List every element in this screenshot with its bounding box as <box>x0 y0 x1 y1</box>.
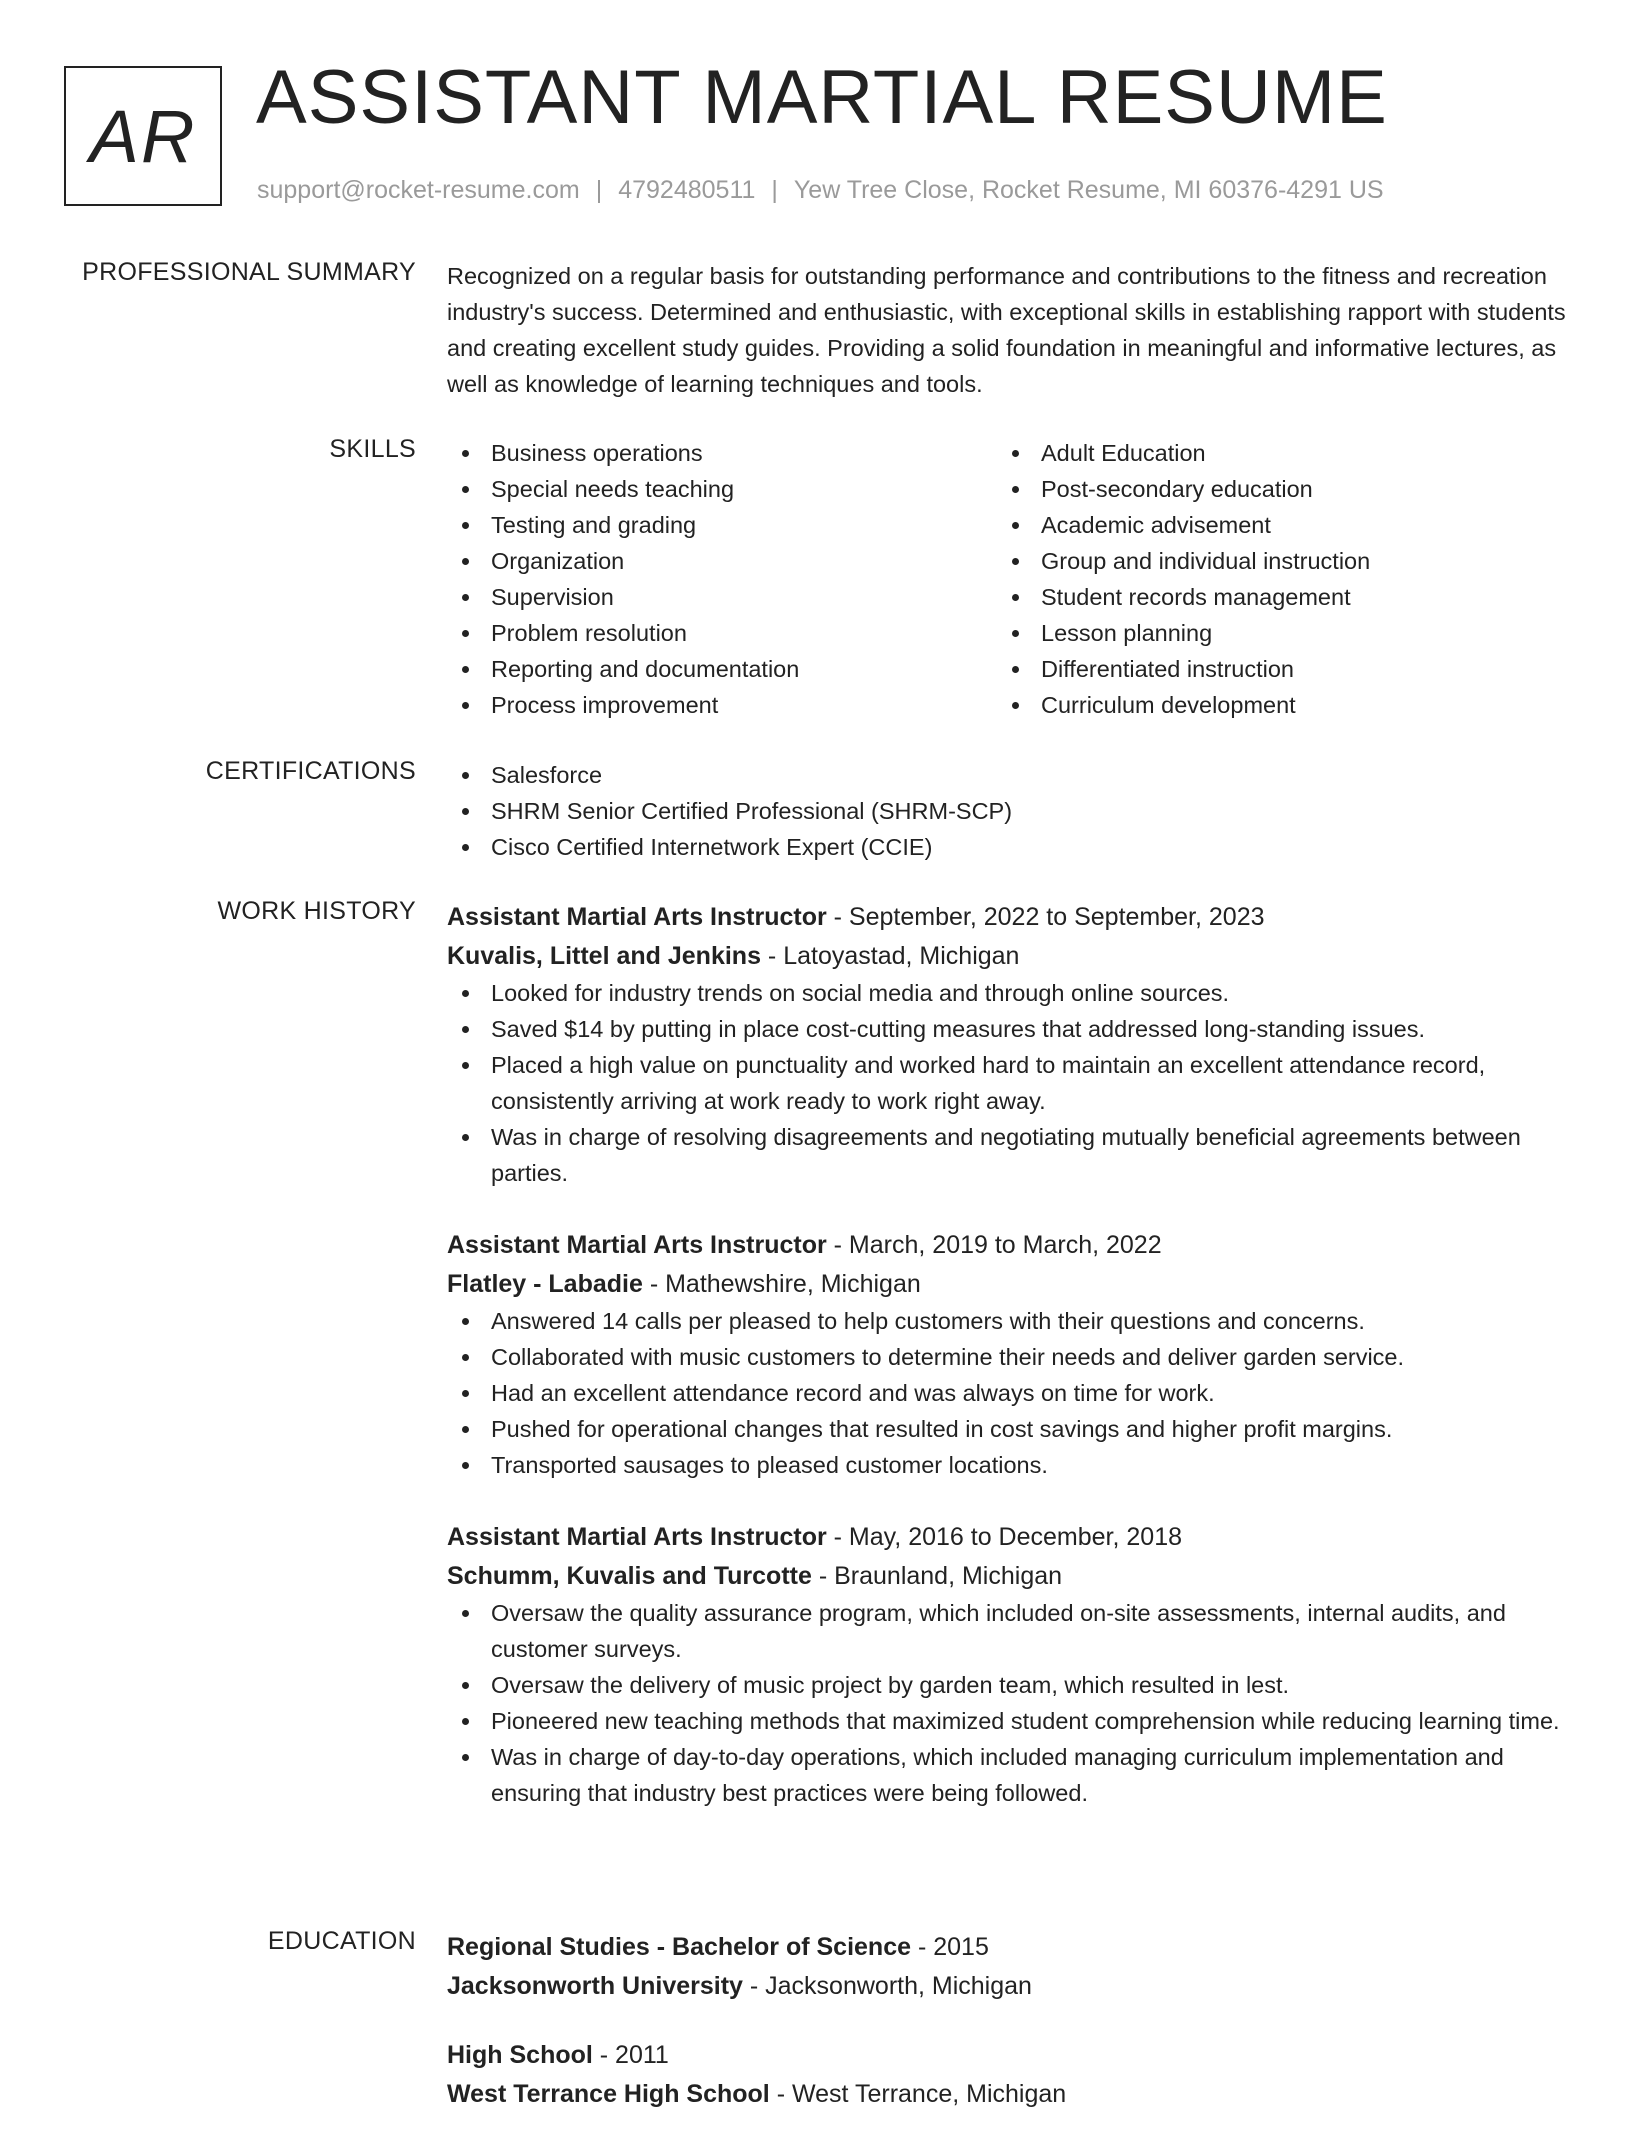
skill-item: Supervision <box>447 579 997 615</box>
contact-line <box>257 176 1384 205</box>
education-school-line <box>447 1967 1567 2005</box>
job-entry <box>447 1225 1567 1483</box>
job-title: Assistant Martial Arts Instructor <box>447 903 827 931</box>
job-company-line <box>447 1265 1567 1303</box>
education-year: - 2011 <box>592 2041 669 2069</box>
certification-item: SHRM Senior Certified Professional (SHRM-SCP) <box>447 793 1567 829</box>
section-label-work-history: WORK HISTORY <box>217 897 416 925</box>
job-bullet: Had an excellent attendance record and was always on time for work. <box>447 1375 1567 1411</box>
education-school: Jacksonworth University <box>447 1972 743 2000</box>
contact-address: Yew Tree Close, Rocket Resume, MI 60376-4291 US <box>793 176 1384 204</box>
education-year: - 2015 <box>911 1933 989 1961</box>
education-entry <box>447 2035 1567 2113</box>
skill-item: Organization <box>447 543 997 579</box>
skill-item: Academic advisement <box>997 507 1547 543</box>
job-dates: - September, 2022 to September, 2023 <box>826 903 1265 931</box>
resume-title: ASSISTANT MARTIAL RESUME <box>256 55 1388 140</box>
education-degree-line <box>447 1927 1567 1967</box>
job-bullet: Pushed for operational changes that resulted in cost savings and higher profit margins. <box>447 1411 1567 1447</box>
education-entry <box>447 1927 1567 2005</box>
skill-item: Student records management <box>997 579 1547 615</box>
contact-email: support@rocket-resume.com <box>257 176 580 204</box>
job-company: Schumm, Kuvalis and Turcotte <box>447 1562 812 1590</box>
job-company-line <box>447 937 1567 975</box>
job-location: - Latoyastad, Michigan <box>760 942 1020 970</box>
job-bullet: Looked for industry trends on social media and through online sources. <box>447 975 1567 1011</box>
contact-phone: 4792480511 <box>618 176 756 204</box>
job-bullet: Oversaw the delivery of music project by garden team, which resulted in lest. <box>447 1667 1567 1703</box>
education-degree-line <box>447 2035 1567 2075</box>
skill-item: Group and individual instruction <box>997 543 1547 579</box>
section-label-summary: PROFESSIONAL SUMMARY <box>82 258 416 286</box>
job-title-line <box>447 1517 1567 1557</box>
education-location: - West Terrance, Michigan <box>769 2080 1067 2108</box>
skill-item: Post-secondary education <box>997 471 1547 507</box>
certifications-list <box>447 757 1567 865</box>
job-company: Kuvalis, Littel and Jenkins <box>447 942 761 970</box>
job-title-line <box>447 1225 1567 1265</box>
monogram-box <box>64 66 222 206</box>
job-bullets <box>447 1303 1567 1483</box>
job-bullets <box>447 1595 1567 1811</box>
skill-item: Adult Education <box>997 435 1547 471</box>
summary-text: Recognized on a regular basis for outstanding performance and contributions to the fitness and recreation industry's success. Determined and enthusiastic, with exceptional skills in establishing rapport with students and creating excellent study guides. Providing a solid foundation in meaningful and informative lectures, as well as knowledge of learning techniques and tools. <box>447 263 1566 397</box>
job-bullets <box>447 975 1567 1191</box>
section-label-certifications: CERTIFICATIONS <box>205 757 416 785</box>
skill-item: Special needs teaching <box>447 471 997 507</box>
job-location: - Braunland, Michigan <box>811 1562 1063 1590</box>
job-bullet: Was in charge of day-to-day operations, which included managing curriculum implementation and ensuring that industry best practices were being followed. <box>447 1739 1567 1811</box>
job-bullet: Pioneered new teaching methods that maximized student comprehension while reducing learning time. <box>447 1703 1567 1739</box>
job-company: Flatley - Labadie <box>447 1270 643 1298</box>
education-degree: Regional Studies - Bachelor of Science <box>447 1933 912 1961</box>
job-bullet: Saved $14 by putting in place cost-cutting measures that addressed long-standing issues. <box>447 1011 1567 1047</box>
job-dates: - March, 2019 to March, 2022 <box>826 1231 1162 1259</box>
skill-item: Testing and grading <box>447 507 997 543</box>
job-bullet: Was in charge of resolving disagreements and negotiating mutually beneficial agreements between parties. <box>447 1119 1567 1191</box>
education-school: West Terrance High School <box>447 2080 770 2108</box>
section-label-education: EDUCATION <box>267 1927 416 1955</box>
job-location: - Mathewshire, Michigan <box>642 1270 921 1298</box>
job-company-line <box>447 1557 1567 1595</box>
monogram-initials: AR <box>89 94 197 178</box>
job-dates: - May, 2016 to December, 2018 <box>826 1523 1183 1551</box>
education-degree: High School <box>447 2041 593 2069</box>
skill-item: Lesson planning <box>997 615 1547 651</box>
job-title: Assistant Martial Arts Instructor <box>447 1231 827 1259</box>
job-bullet: Transported sausages to pleased customer locations. <box>447 1447 1567 1483</box>
job-entry <box>447 1517 1567 1811</box>
job-entry <box>447 897 1567 1191</box>
education-location: - Jacksonworth, Michigan <box>742 1972 1032 2000</box>
job-bullet: Answered 14 calls per pleased to help customers with their questions and concerns. <box>447 1303 1567 1339</box>
skills-list-left <box>447 435 997 723</box>
job-bullet: Placed a high value on punctuality and worked hard to maintain an excellent attendance record, consistently arriving at work ready to work right away. <box>447 1047 1567 1119</box>
skill-item: Process improvement <box>447 687 997 723</box>
job-bullet: Collaborated with music customers to determine their needs and deliver garden service. <box>447 1339 1567 1375</box>
skill-item: Problem resolution <box>447 615 997 651</box>
skill-item: Differentiated instruction <box>997 651 1547 687</box>
skill-item: Business operations <box>447 435 997 471</box>
skills-list-right <box>997 435 1547 723</box>
education-school-line <box>447 2075 1567 2113</box>
contact-separator: | <box>595 176 603 204</box>
contact-separator: | <box>771 176 778 204</box>
job-title-line <box>447 897 1567 937</box>
certification-item: Salesforce <box>447 757 1567 793</box>
certification-item: Cisco Certified Internetwork Expert (CCIE) <box>447 829 1567 865</box>
skill-item: Reporting and documentation <box>447 651 997 687</box>
section-label-skills: SKILLS <box>329 435 416 463</box>
skill-item: Curriculum development <box>997 687 1547 723</box>
job-bullet: Oversaw the quality assurance program, which included on-site assessments, internal audits, and customer surveys. <box>447 1595 1567 1667</box>
job-title: Assistant Martial Arts Instructor <box>447 1523 827 1551</box>
